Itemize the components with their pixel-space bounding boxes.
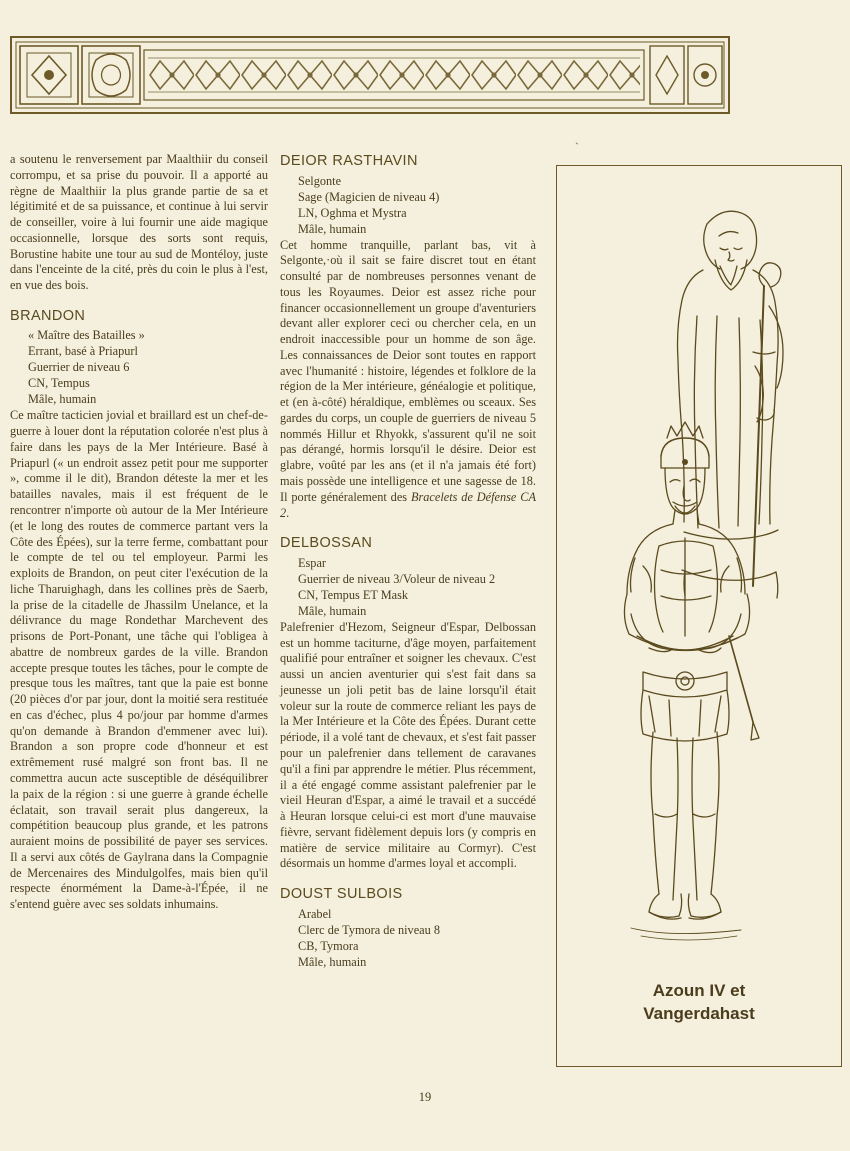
magic-item-name: Bracelets de Défense CA 2 — [280, 489, 536, 520]
registration-tick-mark: ` — [575, 140, 579, 154]
entry-stat-line: Mâle, humain — [298, 954, 367, 969]
entry-stat-line: CN, Tempus ET Mask — [298, 587, 409, 602]
entry-stat-line: Mâle, humain — [298, 221, 367, 236]
entry-body-text: Cet homme tranquille, parlant bas, vit à Selgonte,·où il sait se faire discret tout en étant consulté par de nombreuses personnes venant de tous les Royaumes. Deior est assez riche pour financer occasionnellement un groupe d'aventuriers devant aller explorer ceci ou chercher cela, en un endroit inaccessible pour un homme de son âge. Les connaissances de Deior sont toutes en rapport avec l'humanité : histoire, légendes et folklore de la région de la Mer intérieure, généalogie et politique, et (en à-côté) héraldique, emblèmes ou sceaux. Ses gardes du corps, un couple de guerriers de niveau 5 nommés Hillur et Rhyokk, s'assurent qu'il ne soit pas dérangé, hormis lorsqu'il le désire. Deior est glabre, voûté par les ans (et il n'a jamais été fort) mais possède une intelligence et une sagesse de 18. Il porte généralement des — [280, 237, 536, 504]
entry-stat-line: Selgonte — [298, 173, 342, 188]
entry-stat-line: Mâle, humain — [28, 392, 97, 407]
entry-stat-line: Sage (Magicien de niveau 4) — [298, 189, 440, 204]
entry-stat-line: Clerc de Tymora de niveau 8 — [298, 922, 440, 937]
caption-line-2: Vangerdahast — [643, 1004, 755, 1024]
entry-heading-deior-rasthavin: DEIOR RASTHAVIN — [280, 153, 418, 169]
illustration-panel — [556, 165, 842, 1067]
text-column-middle — [280, 152, 536, 971]
entry-stat-line: LN, Oghma et Mystra — [298, 205, 407, 220]
entry-heading-delbossan: DELBOSSAN — [280, 535, 373, 552]
entry-body-delbossan: Palefrenier d'Hezom, Seigneur d'Espar, Delbossan est un homme taciturne, d'âge moyen, parfaitement qualifié pour entraîner et soigner les chevaux. C'est aussi un ancien aventurier qui s'est fait dans sa jeunesse un joli petit bas de laine lorsqu'il était voleur sur la route de commerce reliant les pays de la Mer Intérieure et la Côte des Épées. Durant cette période, il a volé tant de chevaux, et s'est fait passer pour un palefrenier dans tellement de caravanes qu'il a fini par apprendre le métier. Plus récemment, il a été engagé comme assistant palefrenier par le vieil Heuran d'Espar, a aimé le travail et a succédé à Heuran lorsque celui-ci est mort d'une mauvaise fièvre, servant fidèlement depuis lors (y compris en matière de service militaire au Cormyr). C'est désormais un homme d'armes loyal et accompli. — [280, 619, 536, 871]
entry-stat-line: CB, Tymora — [298, 938, 359, 953]
page-number: 19 — [418, 1090, 432, 1104]
entry-body-deior-rasthavin — [280, 238, 536, 522]
entry-heading-brandon: BRANDON — [10, 307, 86, 324]
continued-paragraph: a soutenu le renversement par Maalthiir du conseil corrompu, et sa prise du pouvoir. Il a apporté au règne de Maalthiir la plus grande partie de sa et légitimité et de sa puissance, et continue à lui servir de conseiller, voire à lui fournir une aide magique occasionnelle, lorsque des sorts sont requis, Borustine habite une tour au sud de Montéloy, juste dans l'enceinte de la cité, près du coin le plus à l'est, en vue des bois. — [10, 152, 268, 293]
caption-line-1: Azoun IV et — [652, 981, 746, 1001]
entry-stat-line: CN, Tempus — [28, 376, 90, 391]
entry-stat-line: Errant, basé à Priapurl — [28, 344, 138, 359]
entry-body-text-end: . — [286, 505, 290, 520]
entry-stat-line: « Maître des Batailles » — [28, 328, 145, 343]
entry-stat-line: Arabel — [298, 906, 332, 921]
entry-stat-line: Espar — [298, 555, 326, 570]
entry-stat-line: Guerrier de niveau 3/Voleur de niveau 2 — [298, 571, 496, 586]
entry-body-brandon: Ce maître tacticien jovial et braillard est un chef-de-guerre à louer dont la réputation colorée n'est plus à faire dans les pays de la Mer Intérieure. Basé à Priapurl (« un endroit assez petit pour me supporter », comme il le dit), Brandon déteste la mer et les batailles navales, mais il est fréquent de le rencontrer n'importe où autour de la Mer Intérieure (et le long des routes de commerce partant vers la Côte des Épées), sur la terre ferme, combattant pour le compte de tel ou tel employeur. Parmi les exploits de Brandon, on peut citer l'exécution de la liche Tharuighagh, dans les collines près de Saerb, la prise de la citadelle de Jhassilm Unelance, et la délivrance du mage Rondethar Marchevent des prisons de Port-Ponant, une tâche qui l'obligea à abattre de nombreux gardes de la ville. Brandon accepte presque toutes les tâches, pour le compte de presque tous les maîtres, tant que la paie est bonne (20 pièces d'or par jour, dont la moitié sera restituée en cas d'échec, plus 4 po/jour par homme d'armes qu'on demande à Brandon d'emmener avec lui). Brandon a son propre code d'honneur et est extrêmement rusé malgré son front bas. Il ne commettra aucun acte susceptible de déséquilibrer la paix de la région : si une guerre à grande échelle éclatait, son travail serait plus dangereux, la compétition beaucoup plus grande, et les patrons auraient moins de possibilité de payer ses services. Il a servi aux côtés de Gaylrana dans la Compagnie de Mercenaires des Mindulgolfes, mais bien qu'il respecte énormément la Dame-à-l'Épée, il ne s'entend guère avec ses soldats inhumains. — [10, 408, 268, 912]
illustration-caption — [557, 980, 841, 1026]
illustration-azoun-and-vangerdahast — [557, 166, 841, 996]
decorative-header-band — [10, 36, 730, 114]
text-column-left — [10, 152, 268, 913]
entry-stat-line: Guerrier de niveau 6 — [28, 360, 130, 375]
entry-heading-doust-sulbois: DOUST SULBOIS — [280, 886, 403, 903]
entry-stat-line: Mâle, humain — [298, 603, 367, 618]
